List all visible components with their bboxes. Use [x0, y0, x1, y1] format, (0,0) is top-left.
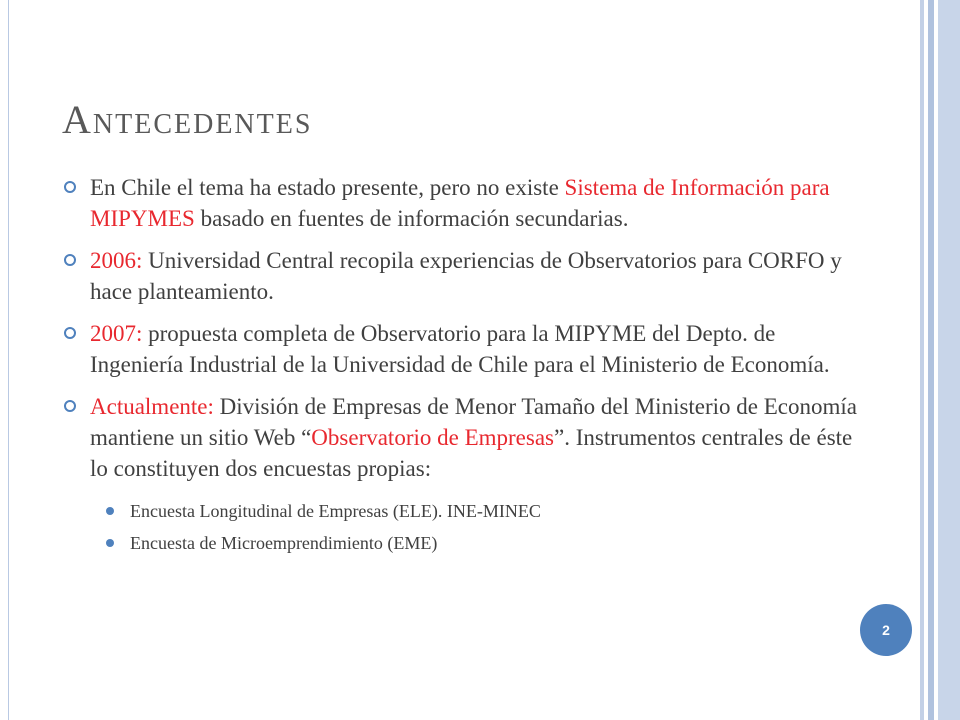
- page-number: 2: [882, 622, 890, 638]
- highlighted-text: Actualmente:: [90, 394, 214, 419]
- sub-bullet-item: [130, 527, 858, 559]
- bullet-text-part: basado en fuentes de información secundarias.: [194, 206, 629, 231]
- bullet-text-part: ”. Instrumentos centrales de éste lo constituyen dos encuestas propias:: [90, 425, 853, 481]
- bullet-text-part: División de Empresas de Menor Tamaño del Ministerio de Economía mantiene un sitio Web “: [90, 394, 858, 450]
- circle-bullet-icon: [64, 400, 76, 412]
- bullet-item: [58, 391, 858, 484]
- sub-bullet-item: [130, 495, 858, 527]
- bullet-text: [90, 321, 830, 377]
- bullet-list: [58, 172, 858, 559]
- bullet-text-part: propuesta completa de Observatorio para la MIPYME del Depto. de Ingeniería Industrial de la Universidad de Chile para el Ministerio de Economía.: [90, 321, 830, 377]
- bullet-text-part: Universidad Central recopila experiencias de Observatorios para CORFO y hace planteamiento.: [90, 248, 842, 304]
- bullet-text: [90, 394, 857, 481]
- slide-border-right-stripes: [918, 0, 960, 720]
- bullet-text: [90, 175, 830, 231]
- page-number-badge: [860, 604, 912, 656]
- highlighted-text: 2006:: [90, 248, 143, 273]
- highlighted-text: 2007:: [90, 321, 143, 346]
- bullet-item: [58, 318, 858, 380]
- sub-bullet-list: [58, 495, 858, 559]
- bullet-item: [58, 245, 858, 307]
- dot-bullet-icon: [106, 539, 114, 547]
- circle-bullet-icon: [64, 181, 76, 193]
- slide-border-left: [8, 0, 9, 720]
- bullet-text: [90, 248, 842, 304]
- sub-bullet-text: Encuesta Longitudinal de Empresas (ELE). INE-MINEC: [130, 501, 541, 521]
- slide-title: Antecedentes: [62, 97, 313, 142]
- circle-bullet-icon: [64, 254, 76, 266]
- dot-bullet-icon: [106, 507, 114, 515]
- highlighted-text: Sistema de Información para MIPYMES: [90, 175, 830, 231]
- highlighted-text: Observatorio de Empresas: [311, 425, 554, 450]
- sub-bullet-text: Encuesta de Microemprendimiento (EME): [130, 533, 438, 553]
- circle-bullet-icon: [64, 327, 76, 339]
- bullet-item: [58, 172, 858, 234]
- bullet-text-part: En Chile el tema ha estado presente, pero no existe: [90, 175, 565, 200]
